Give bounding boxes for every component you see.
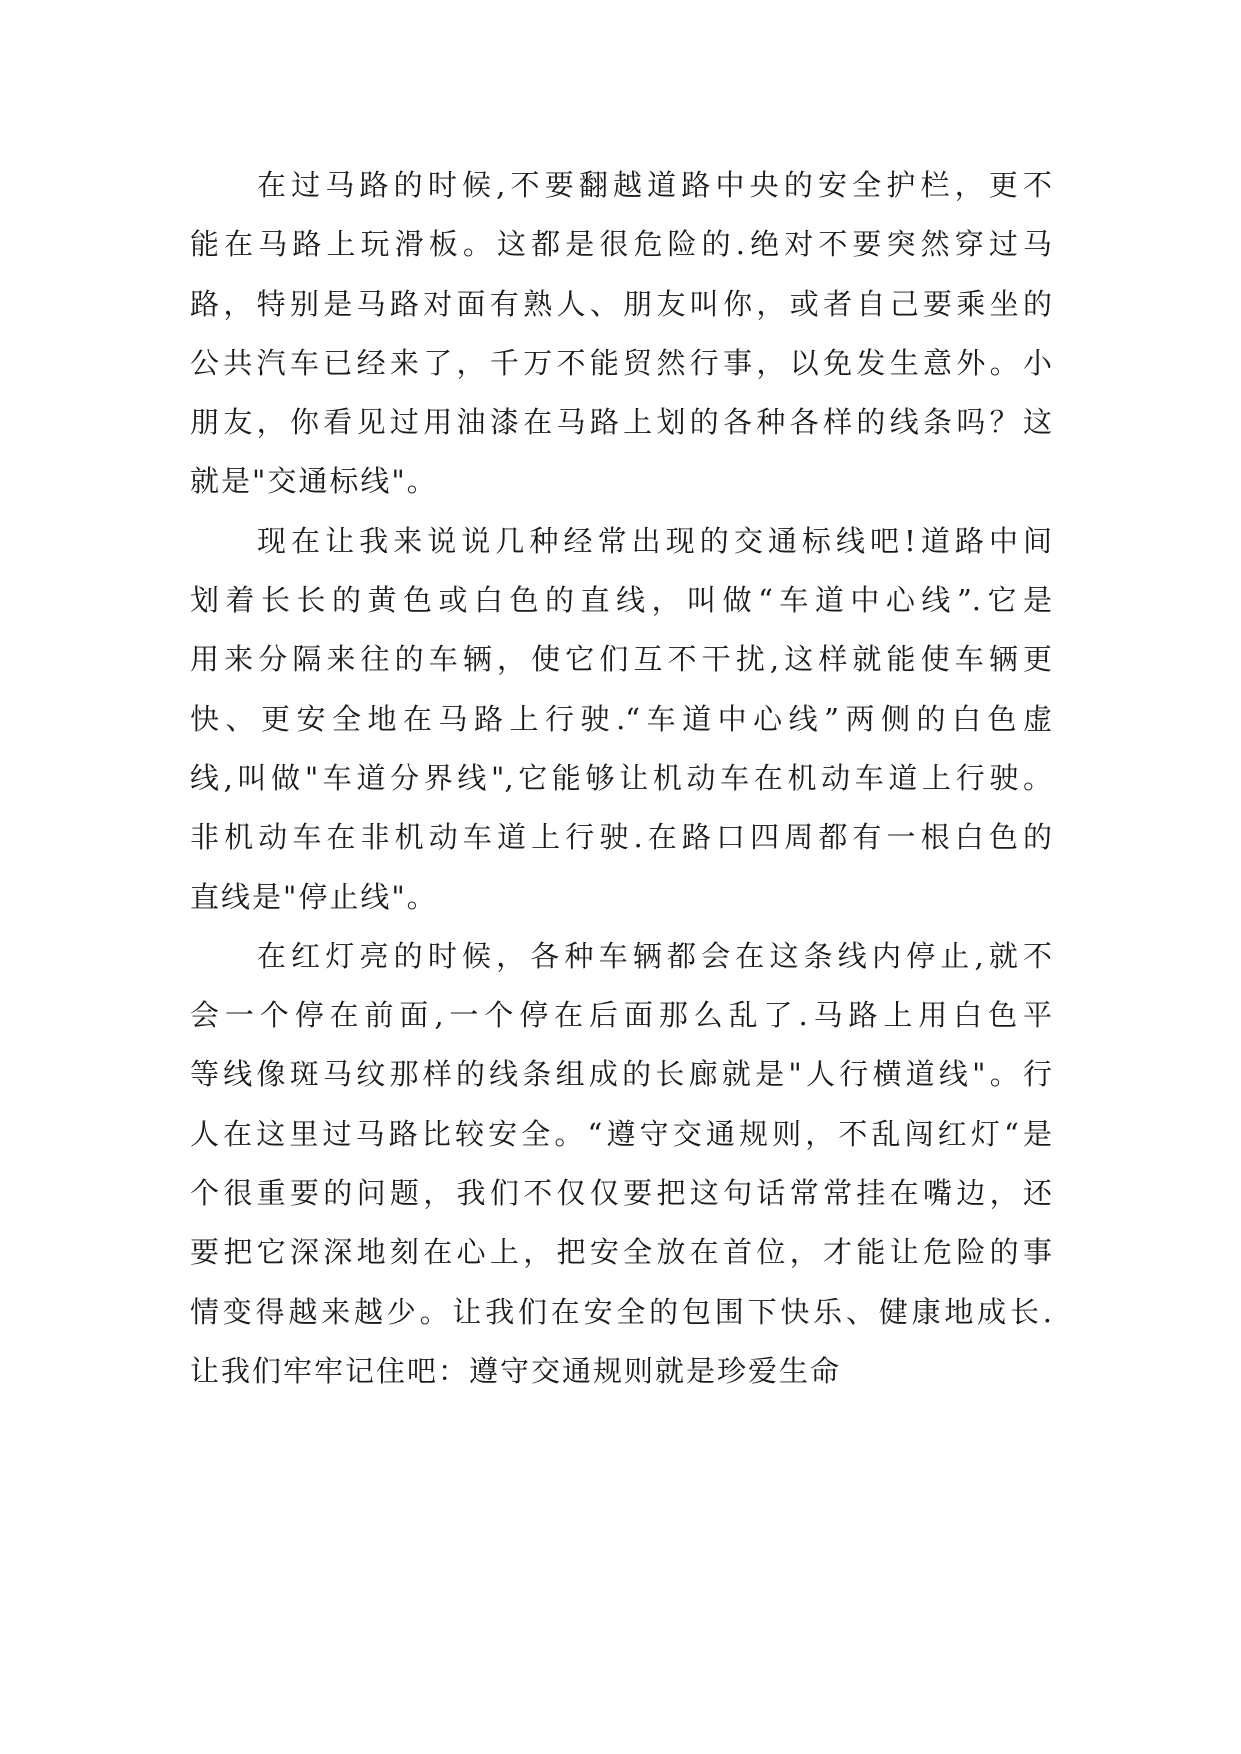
paragraph-line: 要把它深深地刻在心上，把安全放在首位，才能让危险的事 [190, 1235, 1052, 1270]
paragraph-line: 直线是"停止线"。 [190, 879, 438, 914]
paragraph-line: 让我们牢牢记住吧：遵守交通规则就是珍爱生命 [190, 1353, 842, 1388]
paragraph-line: 线,叫做"车道分界线",它能够让机动车在机动车道上行驶。 [190, 760, 1052, 795]
paragraph-line: 快、更安全地在马路上行驶.“车道中心线”两侧的白色虚 [190, 701, 1052, 736]
paragraph-3 [190, 927, 1052, 1401]
paragraph-line: 用来分隔来往的车辆，使它们互不干扰,这样就能使车辆更 [190, 642, 1052, 677]
paragraph-line: 在过马路的时候,不要翻越道路中央的安全护栏，更不 [257, 168, 1052, 202]
paragraph-line: 能在马路上玩滑板。这都是很危险的.绝对不要突然穿过马 [190, 227, 1052, 262]
paragraph-line: 在红灯亮的时候，各种车辆都会在这条线内停止,就不 [257, 938, 1052, 973]
paragraph-line: 就是"交通标线"。 [190, 464, 438, 499]
paragraph-line: 划着长长的黄色或白色的直线，叫做“车道中心线”.它是 [190, 583, 1052, 618]
paragraph-line: 情变得越来越少。让我们在安全的包围下快乐、健康地成长. [190, 1294, 1052, 1329]
paragraph-line: 人在这里过马路比较安全。“遵守交通规则，不乱闯红灯“是 [190, 1116, 1052, 1151]
paragraph-line: 会一个停在前面,一个停在后面那么乱了.马路上用白色平 [190, 998, 1052, 1033]
document-body [190, 156, 1052, 1401]
paragraph-line: 等线像斑马纹那样的线条组成的长廊就是"人行横道线"。行 [190, 1057, 1052, 1092]
paragraph-line: 公共汽车已经来了，千万不能贸然行事，以免发生意外。小 [190, 345, 1052, 380]
paragraph-1 [190, 156, 1052, 512]
paragraph-2 [190, 512, 1052, 927]
paragraph-line: 朋友，你看见过用油漆在马路上划的各种各样的线条吗？这 [190, 405, 1052, 440]
paragraph-line: 现在让我来说说几种经常出现的交通标线吧!道路中间 [257, 523, 1052, 558]
paragraph-line: 个很重要的问题，我们不仅仅要把这句话常常挂在嘴边，还 [190, 1176, 1052, 1211]
paragraph-line: 路，特别是马路对面有熟人、朋友叫你，或者自己要乘坐的 [190, 286, 1052, 321]
paragraph-line: 非机动车在非机动车道上行驶.在路口四周都有一根白色的 [190, 820, 1052, 855]
